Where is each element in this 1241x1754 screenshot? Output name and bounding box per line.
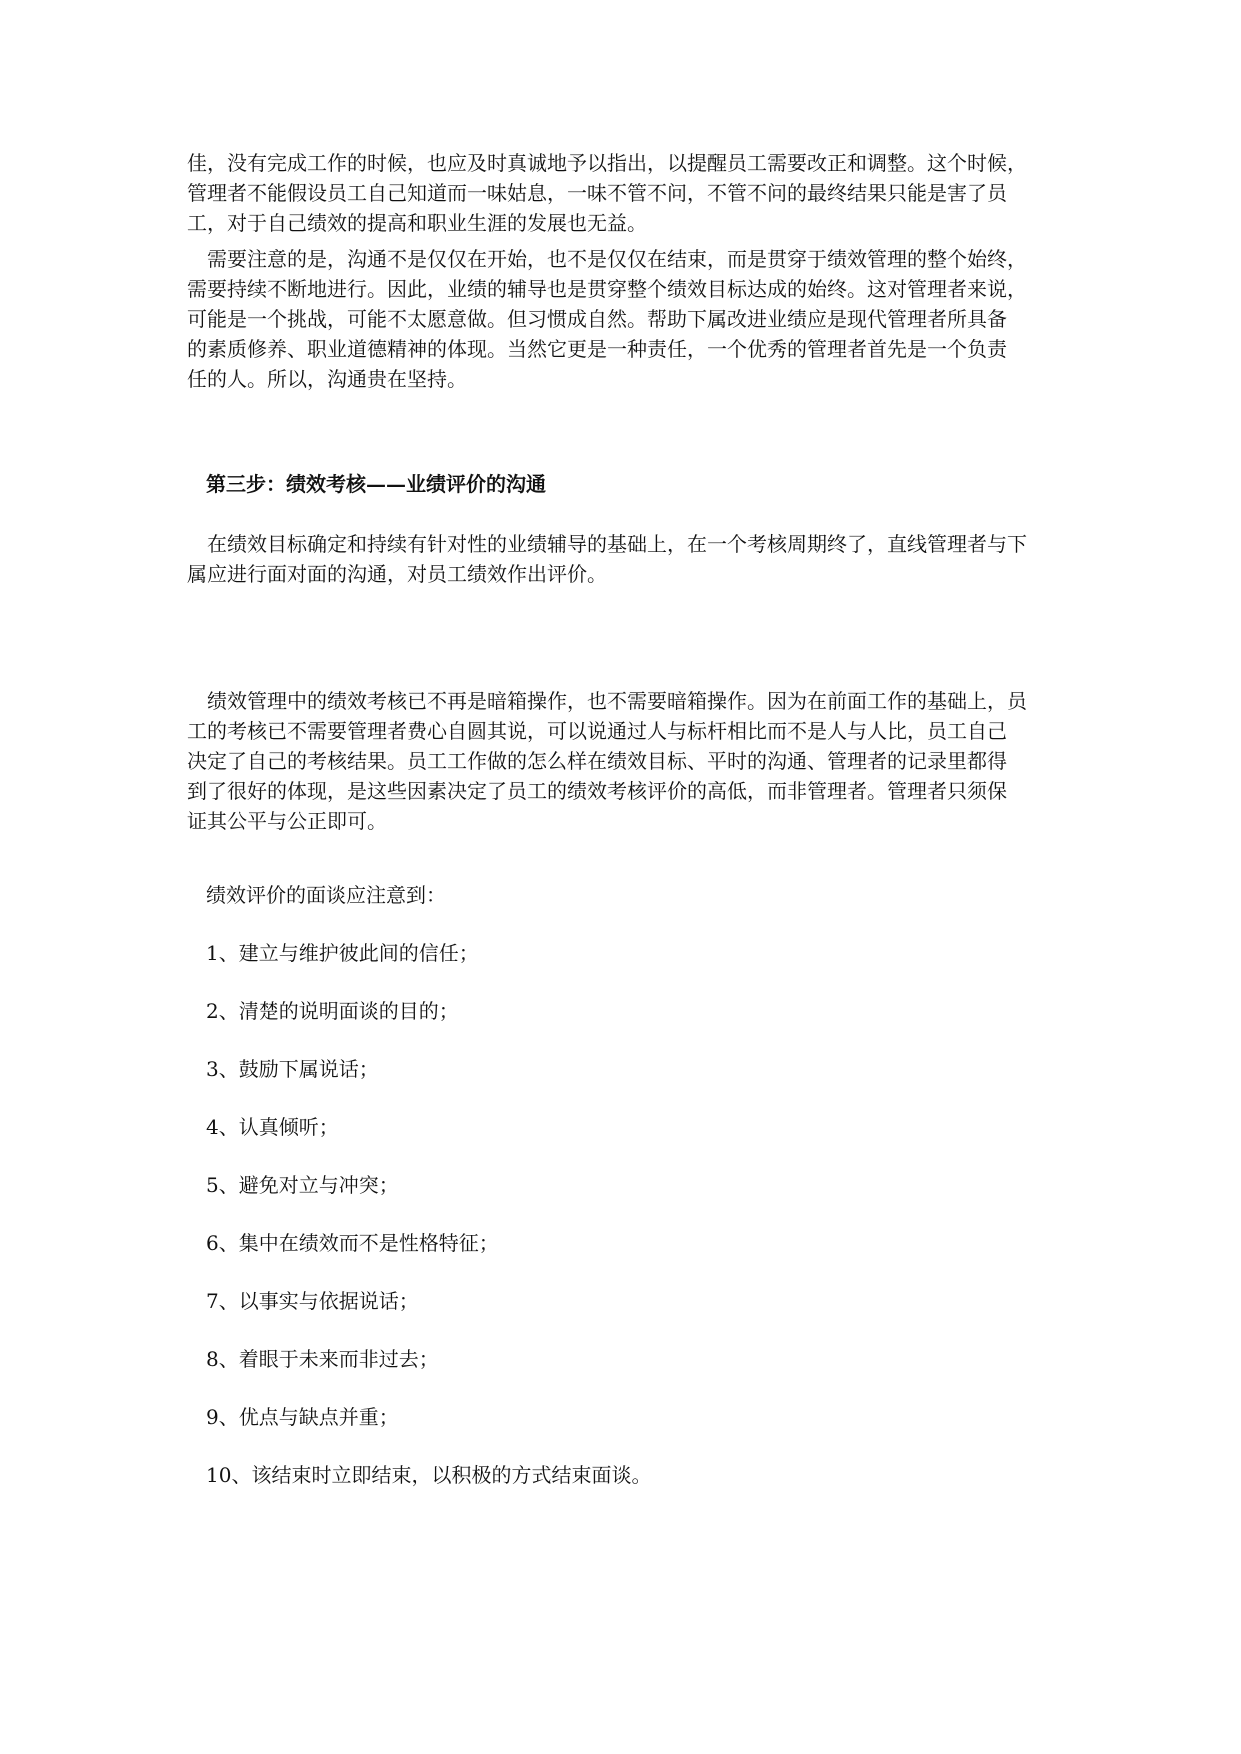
list-item: 4、认真倾听； (206, 1115, 339, 1139)
list-item: 10、该结束时立即结束，以积极的方式结束面谈。 (206, 1463, 652, 1487)
list-item: 7、以事实与依据说话； (206, 1289, 419, 1313)
list-item: 8、着眼于未来而非过去； (206, 1347, 439, 1371)
paragraph-4 (187, 686, 1107, 836)
paragraph-line: 管理者不能假设员工自己知道而一味姑息，一味不管不问，不管不问的最终结果只能是害了员 (187, 181, 1007, 205)
paragraph-line: 决定了自己的考核结果。员工工作做的怎么样在绩效目标、平时的沟通、管理者的记录里都得 (187, 749, 1007, 773)
list-item: 1、建立与维护彼此间的信任； (206, 941, 479, 965)
paragraph-line: 可能是一个挑战，可能不太愿意做。但习惯成自然。帮助下属改进业绩应是现代管理者所具备 (187, 307, 1007, 331)
list-item: 3、鼓励下属说话； (206, 1057, 379, 1081)
paragraph-line: 工，对于自己绩效的提高和职业生涯的发展也无益。 (187, 211, 647, 235)
paragraph-line: 的素质修养、职业道德精神的体现。当然它更是一种责任，一个优秀的管理者首先是一个负责 (187, 337, 1007, 361)
section-heading: 第三步：绩效考核——业绩评价的沟通 (206, 472, 546, 496)
paragraph-line: 在绩效目标确定和持续有针对性的业绩辅导的基础上，在一个考核周期终了，直线管理者与下 (187, 532, 1027, 556)
list-item: 5、避免对立与冲突； (206, 1173, 399, 1197)
paragraph-3 (187, 529, 1107, 589)
paragraph-1 (187, 148, 1107, 238)
interview-intro: 绩效评价的面谈应注意到： (206, 883, 446, 907)
list-item: 2、清楚的说明面谈的目的； (206, 999, 459, 1023)
paragraph-line: 佳，没有完成工作的时候，也应及时真诚地予以指出，以提醒员工需要改正和调整。这个时候， (187, 151, 1027, 175)
paragraph-line: 工的考核已不需要管理者费心自圆其说，可以说通过人与标杆相比而不是人与人比，员工自己 (187, 719, 1007, 743)
paragraph-2 (187, 244, 1107, 394)
list-item: 9、优点与缺点并重； (206, 1405, 399, 1429)
paragraph-line: 任的人。所以，沟通贵在坚持。 (187, 367, 467, 391)
paragraph-line: 属应进行面对面的沟通，对员工绩效作出评价。 (187, 562, 607, 586)
list-item: 6、集中在绩效而不是性格特征； (206, 1231, 499, 1255)
paragraph-line: 需要注意的是，沟通不是仅仅在开始，也不是仅仅在结束，而是贯穿于绩效管理的整个始终， (187, 247, 1027, 271)
paragraph-line: 证其公平与公正即可。 (187, 809, 387, 833)
paragraph-line: 绩效管理中的绩效考核已不再是暗箱操作，也不需要暗箱操作。因为在前面工作的基础上，员 (187, 689, 1027, 713)
paragraph-line: 需要持续不断地进行。因此，业绩的辅导也是贯穿整个绩效目标达成的始终。这对管理者来说， (187, 277, 1027, 301)
paragraph-line: 到了很好的体现，是这些因素决定了员工的绩效考核评价的高低，而非管理者。管理者只须保 (187, 779, 1007, 803)
